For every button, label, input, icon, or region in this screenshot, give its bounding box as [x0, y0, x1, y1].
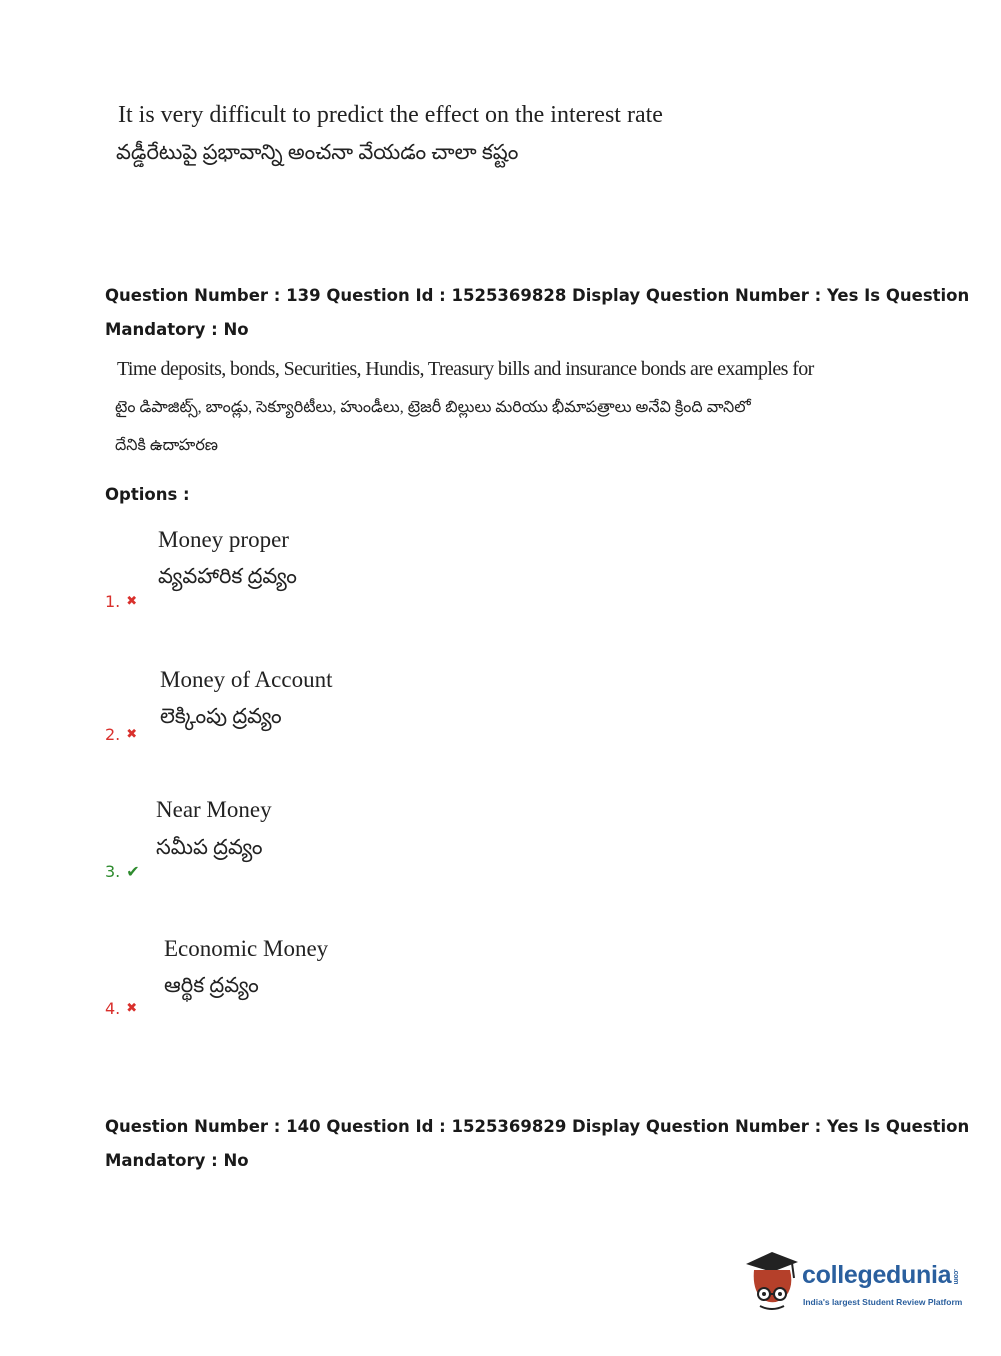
question-140-header — [105, 1110, 970, 1178]
option-4-text-te: ఆర్థిక ద్రవ్యం — [164, 973, 259, 997]
option-1-text-te: వ్యవహారిక ద్రవ్యం — [158, 564, 297, 588]
cross-icon: ✖ — [126, 727, 138, 742]
brand-suffix: .com — [952, 1268, 960, 1284]
question-header-line: Mandatory : No — [105, 320, 249, 339]
option-3-marker — [105, 862, 140, 881]
previous-question-text-en: It is very difficult to predict the effect on the interest rate — [118, 102, 663, 128]
option-3-text-te: సమీప ద్రవ్యం — [156, 835, 263, 859]
question-text-en: Time deposits, bonds, Securities, Hundis, Treasury bills and insurance bonds are examples for — [117, 358, 814, 380]
option-3-text-en: Near Money — [156, 797, 272, 822]
question-header-line: Question Number : 139 Question Id : 1525369828 Display Question Number : Yes Is Question — [105, 286, 970, 305]
option-number: 3. — [105, 862, 121, 881]
brand-name — [802, 1261, 959, 1290]
brand-tagline: India's largest Student Review Platform — [803, 1297, 963, 1307]
option-4-marker — [105, 999, 137, 1018]
question-text-te: టైం డిపాజిట్స్, బాండ్లు, సెక్యూరిటీలు, హుండీలు, ట్రెజరీ బిల్లులు మరియు భీమాపత్రాలు అనేవి క్రింది వానిలో — [115, 399, 751, 416]
check-icon: ✔ — [126, 862, 140, 881]
question-header-line: Mandatory : No — [105, 1151, 249, 1170]
option-4-text-en: Economic Money — [164, 936, 329, 961]
option-number: 1. — [105, 592, 121, 611]
options-label: Options : — [105, 485, 190, 504]
question-text-te: దేనికి ఉదాహరణ — [115, 437, 219, 454]
brand-text: collegedunia — [802, 1261, 952, 1289]
question-header-line: Question Number : 140 Question Id : 1525369829 Display Question Number : Yes Is Question — [105, 1117, 970, 1136]
option-number: 4. — [105, 999, 121, 1018]
option-1-marker — [105, 592, 137, 611]
previous-question-text-te: వడ్డీరేటుపై ప్రభావాన్ని అంచనా వేయడం చాలా కష్టం — [116, 140, 519, 164]
option-2-text-te: లెక్కింపు ద్రవ్యం — [160, 704, 282, 728]
option-2-text-en: Money of Account — [160, 667, 333, 692]
cross-icon: ✖ — [126, 1001, 138, 1016]
option-2-marker — [105, 725, 137, 744]
question-139-header — [105, 279, 970, 347]
option-1-text-en: Money proper — [158, 527, 289, 552]
cross-icon: ✖ — [126, 594, 138, 609]
option-number: 2. — [105, 725, 121, 744]
